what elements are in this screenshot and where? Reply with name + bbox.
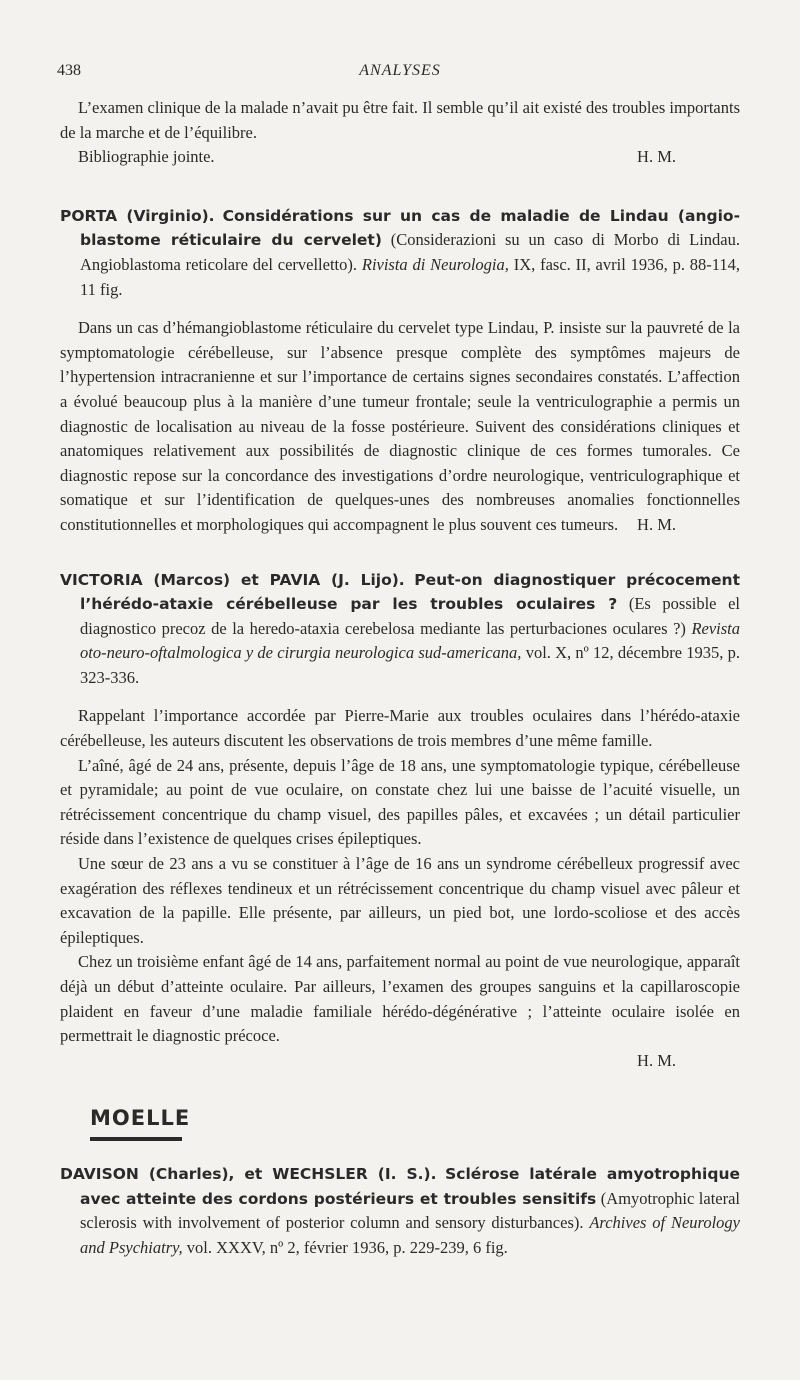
davison-citation xyxy=(60,1162,740,1260)
victoria-author: VICTORIA (Marcos) et PAVIA (J. Lijo). xyxy=(60,570,405,589)
running-title: ANALYSES xyxy=(359,62,441,79)
victoria-ref: vol. X, nº 12, décembre 1935, p. 323-336. xyxy=(80,643,741,687)
victoria-orig-title: (Es possible el diagnostico precoz de la heredo-ataxia cerebelosa mediante las perturbaciones oculares ?) xyxy=(80,594,740,638)
porta-journal: Rivista di Neurologia, xyxy=(361,254,509,274)
porta-orig-title: (Considerazioni su un caso di Morbo di Lindau. Angioblastoma reticolare del cervelletto). xyxy=(80,230,740,274)
intro-text: L’examen clinique de la malade n’avait pu être fait. Il semble qu’il ait existé des troubles importants de la marche et de l’équilibre. xyxy=(60,98,740,142)
porta-author: PORTA (Virginio). xyxy=(60,206,215,225)
porta-signature: H. M. xyxy=(637,514,676,534)
intro-biblio-line xyxy=(60,145,740,170)
victoria-paragraph: L’aîné, âgé de 24 ans, présente, depuis l’âge de 18 ans, une symptomatologie typique, cérébelleuse et pyramidale; au point de vue oculaire, on constate chez lui une baisse de l’acuité visuelle, un rétrécissement concentrique du champ visuel, des papilles pâles, et excavées ; un détail particulier réside dans l’existence de quelques crises épileptiques. xyxy=(60,755,740,849)
davison-orig-title: (Amyotrophic lateral sclerosis with involvement of posterior column and sensory disturbances). xyxy=(80,1188,740,1233)
spacer xyxy=(60,690,740,704)
article-column-bottom xyxy=(60,1162,740,1260)
victoria-signature: H. M. xyxy=(637,1050,676,1070)
page-number: 438 xyxy=(57,62,81,79)
intro-biblio: Bibliographie jointe. xyxy=(78,147,215,167)
spacer xyxy=(60,302,740,316)
porta-citation xyxy=(60,204,740,302)
victoria-journal: Revista oto-neuro-oftalmologica y de cirurgia neurologica sud-americana, xyxy=(80,618,741,663)
page-header xyxy=(57,62,743,86)
victoria-title: Peut-on diagnostiquer précocement l’hérédo-ataxie cérébelleuse par les troubles oculaires ? xyxy=(80,570,740,614)
spacer xyxy=(60,170,740,204)
article-column-top xyxy=(60,96,740,1073)
porta-ref: IX, fasc. II, avril 1936, p. 88-114, 11 fig. xyxy=(80,254,741,299)
victoria-paragraph: Rappelant l’importance accordée par Pierre-Marie aux troubles oculaires dans l’hérédo-ataxie cérébelleuse, les auteurs discutent les observations de trois membres d’une même famille. xyxy=(60,706,740,751)
davison-journal: Archives of Neurology and Psychiatry, xyxy=(80,1213,740,1257)
victoria-paragraph: Chez un troisième enfant âgé de 14 ans, parfaitement normal au point de vue neurologique, apparaît déjà un début d’atteinte oculaire. Par ailleurs, l’examen des groupes sanguins et la capillaroscopie plaident en faveur d’une maladie familiale hérédo-dégénérative ; l’atteinte oculaire isolée en permettrait le diagnostic précoce. xyxy=(60,952,740,1046)
davison-author: DAVISON (Charles), et WECHSLER (I. S.). xyxy=(60,1165,437,1183)
spacer xyxy=(60,538,740,568)
porta-title: Considérations sur un cas de maladie de Lindau (angio-blastome réticulaire du cervelet) xyxy=(80,206,740,250)
porta-body-text: Dans un cas d’hémangioblastome réticulaire du cervelet type Lindau, P. insiste sur la pauvreté de la symptomatologie cérébelleuse, sur l’absence presque complète des symptômes majeurs de l’hypertension intracranienne et sur l’importance de certains signes secondaires constatés. L’affection a évolué beaucoup plus à la manière d’une tumeur frontale; seule la ventriculographie a permis un diagnostic de localisation au niveau de la fosse postérieure. Suivent des considérations cliniques et anatomiques relativement aux possibilités de diagnostic clinique de ces formes tumorales. Ce diagnostic repose sur la concordance des investigations d’ordre neurologique, ventriculographique et somatique et sur l’identification de quelques-unes des nombreuses anomalies fonctionnelles constitutionnelles et morphologiques qui accompagnent le plus souvent ces tumeurs. xyxy=(60,318,740,534)
intro-signature: H. M. xyxy=(637,147,676,167)
davison-ref: vol. XXXV, nº 2, février 1936, p. 229-239, 6 fig. xyxy=(186,1237,508,1257)
victoria-paragraph: Une sœur de 23 ans a vu se constituer à l’âge de 16 ans un syndrome cérébelleux progressif avec exagération des réflexes tendineux et un rétrécissement concentrique du champ visuel avec pâleur et excavation de la papille. Elle présente, par ailleurs, un pied bot, une lordo-scoliose et des accès épileptiques. xyxy=(60,854,740,947)
porta-body xyxy=(60,316,740,537)
section-heading: MOELLE xyxy=(90,1106,191,1130)
victoria-citation xyxy=(60,568,740,691)
section-underline xyxy=(90,1137,182,1141)
davison-title: Sclérose latérale amyotrophique avec atteinte des cordons postérieurs et troubles sensitifs xyxy=(80,1165,740,1208)
